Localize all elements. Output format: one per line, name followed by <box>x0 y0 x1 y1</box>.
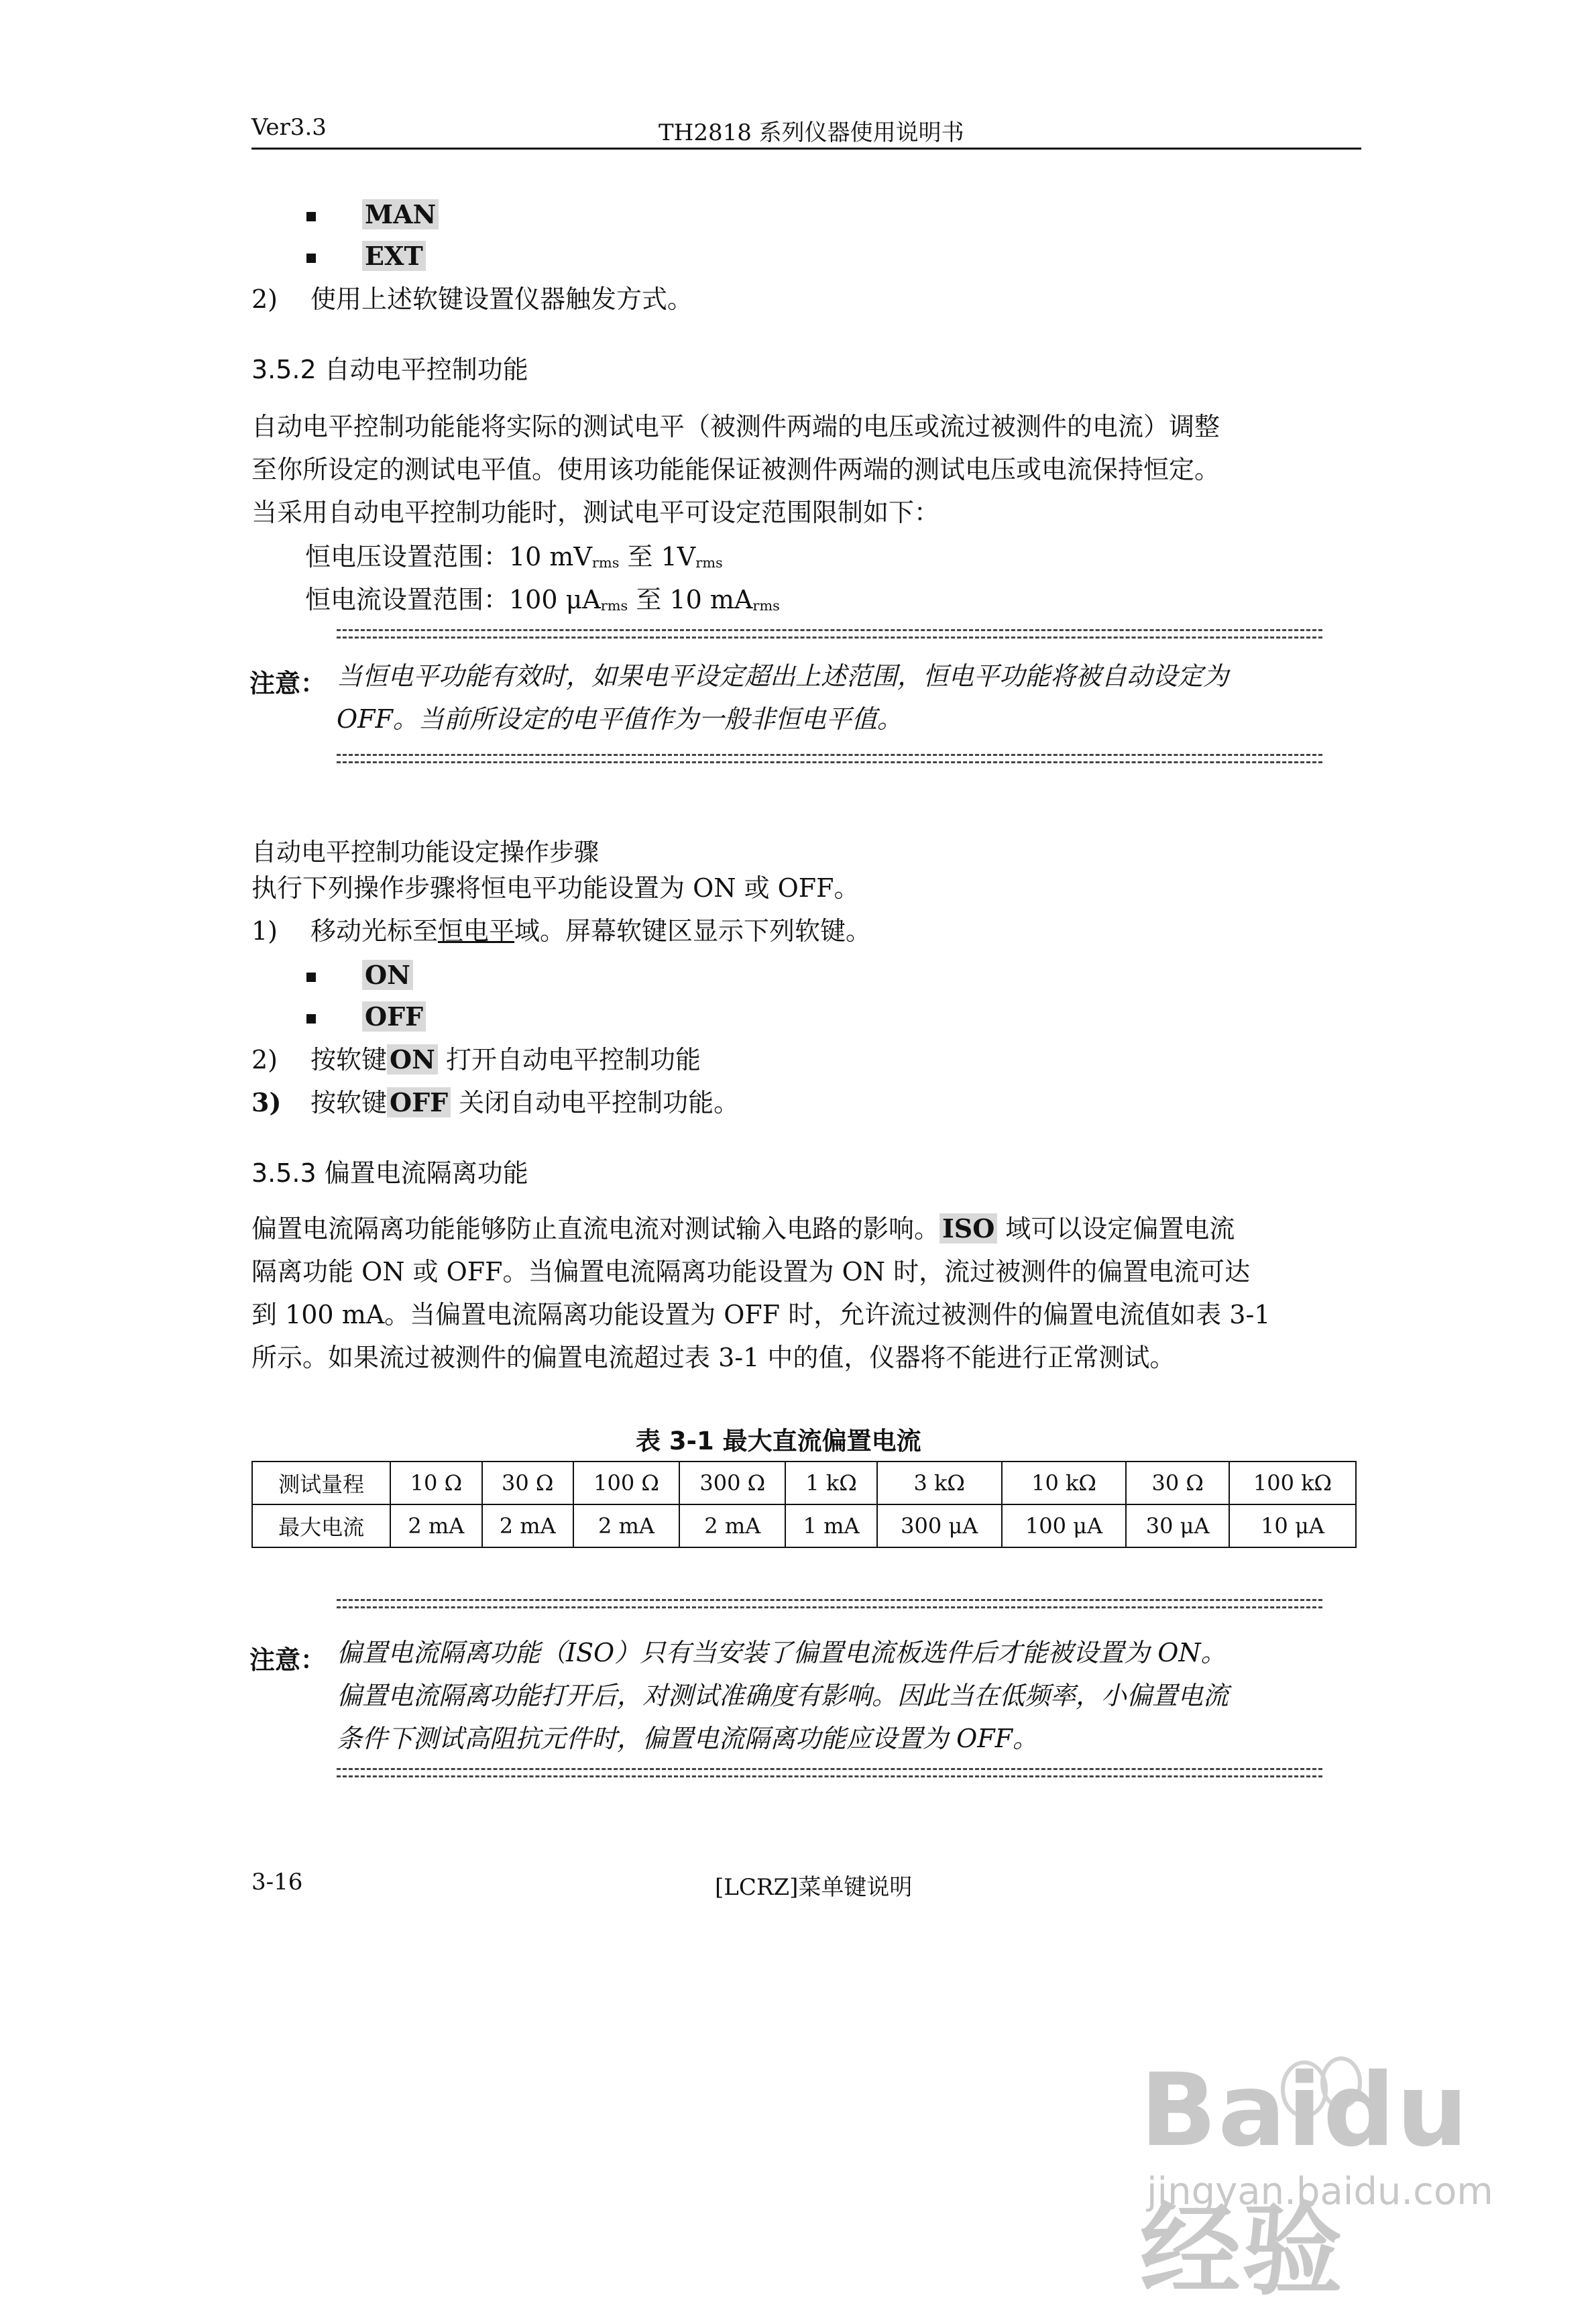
note-label: 注意： <box>249 669 327 698</box>
header-version: Ver3.3 <box>251 114 327 141</box>
table-cell: 最大电流 <box>252 1504 390 1547</box>
bullet-icon <box>306 973 316 982</box>
table-cell: 100 kΩ <box>1229 1462 1356 1504</box>
table-cell: 30 Ω <box>482 1462 573 1504</box>
watermark-brand: Baidu经验 <box>1140 2052 1470 2309</box>
procedure-intro: 执行下列操作步骤将恒电平功能设置为 ON 或 OFF。 <box>251 873 860 903</box>
dashed-divider <box>337 1599 1322 1608</box>
softkey-man: MAN <box>362 193 439 236</box>
bullet-icon <box>306 254 316 263</box>
watermark-url: jingyan.baidu.com <box>1147 2170 1493 2213</box>
table-cell: 1 mA <box>785 1504 876 1547</box>
table-cell: 测试量程 <box>252 1462 390 1504</box>
header-title: TH2818 系列仪器使用说明书 <box>659 119 964 146</box>
table-cell: 1 kΩ <box>785 1462 876 1504</box>
table-cell: 2 mA <box>573 1504 679 1547</box>
dashed-divider <box>337 1768 1322 1777</box>
table-row <box>252 1504 1356 1547</box>
note-line: 偏置电流隔离功能（ISO）只有当安装了偏置电流板选件后才能被设置为 ON。 <box>337 1638 1227 1667</box>
paragraph-line: 自动电平控制功能能将实际的测试电平（被测件两端的电压或流过被测件的电流）调整 <box>251 412 1220 441</box>
step-number: 1) <box>251 916 278 946</box>
section-heading-iso: 3.5.3 偏置电流隔离功能 <box>251 1158 528 1188</box>
bullet-icon <box>306 1014 316 1024</box>
table-cell: 30 μA <box>1126 1504 1229 1547</box>
table-cell: 100 Ω <box>573 1462 679 1504</box>
table-row <box>252 1462 1356 1504</box>
table-cell: 10 μA <box>1229 1504 1356 1547</box>
table-cell: 100 μA <box>1002 1504 1127 1547</box>
paragraph-line: 至你所设定的测试电平值。使用该功能能保证被测件两端的测试电压或电流保持恒定。 <box>251 455 1220 484</box>
step-text: 使用上述软键设置仪器触发方式。 <box>310 284 693 314</box>
bullet-icon <box>306 212 316 221</box>
table-title: 表 3-1 最大直流偏置电流 <box>636 1427 921 1455</box>
note-line: 偏置电流隔离功能打开后，对测试准确度有影响。因此当在低频率，小偏置电流 <box>337 1681 1229 1710</box>
footer-page-number: 3-16 <box>251 1869 303 1895</box>
note-label: 注意： <box>249 1645 327 1675</box>
table-cell: 300 Ω <box>679 1462 785 1504</box>
header-rule <box>251 148 1361 150</box>
paragraph-line: 偏置电流隔离功能能够防止直流电流对测试输入电路的影响。 ISO 域可以设定偏置电流 <box>251 1213 1235 1244</box>
paragraph-line: 隔离功能 ON 或 OFF。当偏置电流隔离功能设置为 ON 时，流过被测件的偏置电流可达 <box>251 1257 1251 1286</box>
note-line: 条件下测试高阻抗元件时，偏置电流隔离功能应设置为 OFF。 <box>337 1724 1038 1753</box>
step-text: 按软键 OFF 关闭自动电平控制功能。 <box>310 1087 740 1117</box>
paragraph-line: 所示。如果流过被测件的偏置电流超过表 3-1 中的值，仪器将不能进行正常测试。 <box>251 1343 1176 1372</box>
footer-section: [LCRZ]菜单键说明 <box>715 1874 913 1901</box>
table-cell: 300 μA <box>877 1504 1002 1547</box>
cv-range: 恒电压设置范围：10 $mV_{rms}$ 至 $1V_{rms}$ <box>305 542 723 571</box>
bias-current-table <box>251 1461 1357 1548</box>
dashed-divider <box>337 754 1322 763</box>
table-cell: 2 mA <box>679 1504 785 1547</box>
table-cell: 3 kΩ <box>877 1462 1002 1504</box>
table-cell: 2 mA <box>390 1504 481 1547</box>
softkey-on: ON <box>362 954 413 997</box>
cc-range: 恒电流设置范围：100 $\mu A_{rms}$ 至 10 $mA_{rms}$ <box>305 585 780 614</box>
step-number: 2) <box>251 1045 278 1075</box>
step-number: 2) <box>251 284 278 314</box>
dashed-divider <box>337 629 1322 639</box>
table-cell: 30 Ω <box>1126 1462 1229 1504</box>
paragraph-line: 到 100 mA。当偏置电流隔离功能设置为 OFF 时，允许流过被测件的偏置电流值如表 3-1 <box>251 1300 1271 1329</box>
table-cell: 2 mA <box>482 1504 573 1547</box>
section-heading-alc: 3.5.2 自动电平控制功能 <box>251 355 528 384</box>
softkey-ext: EXT <box>362 235 426 278</box>
step-number: 3) <box>251 1087 282 1117</box>
softkey-off: OFF <box>362 995 426 1038</box>
step-text: 按软键 ON 打开自动电平控制功能 <box>310 1044 701 1075</box>
baidu-watermark <box>1100 2052 1569 2309</box>
table-cell: 10 kΩ <box>1002 1462 1127 1504</box>
note-line: OFF。当前所设定的电平值作为一般非恒电平值。 <box>337 704 903 734</box>
note-line: 当恒电平功能有效时，如果电平设定超出上述范围，恒电平功能将被自动设定为 <box>337 661 1229 691</box>
step-text: 移动光标至恒电平域。屏幕软键区显示下列软键。 <box>310 916 872 946</box>
table-cell: 10 Ω <box>390 1462 481 1504</box>
procedure-heading: 自动电平控制功能设定操作步骤 <box>251 838 599 867</box>
paragraph-line: 当采用自动电平控制功能时，测试电平可设定范围限制如下： <box>251 498 940 527</box>
